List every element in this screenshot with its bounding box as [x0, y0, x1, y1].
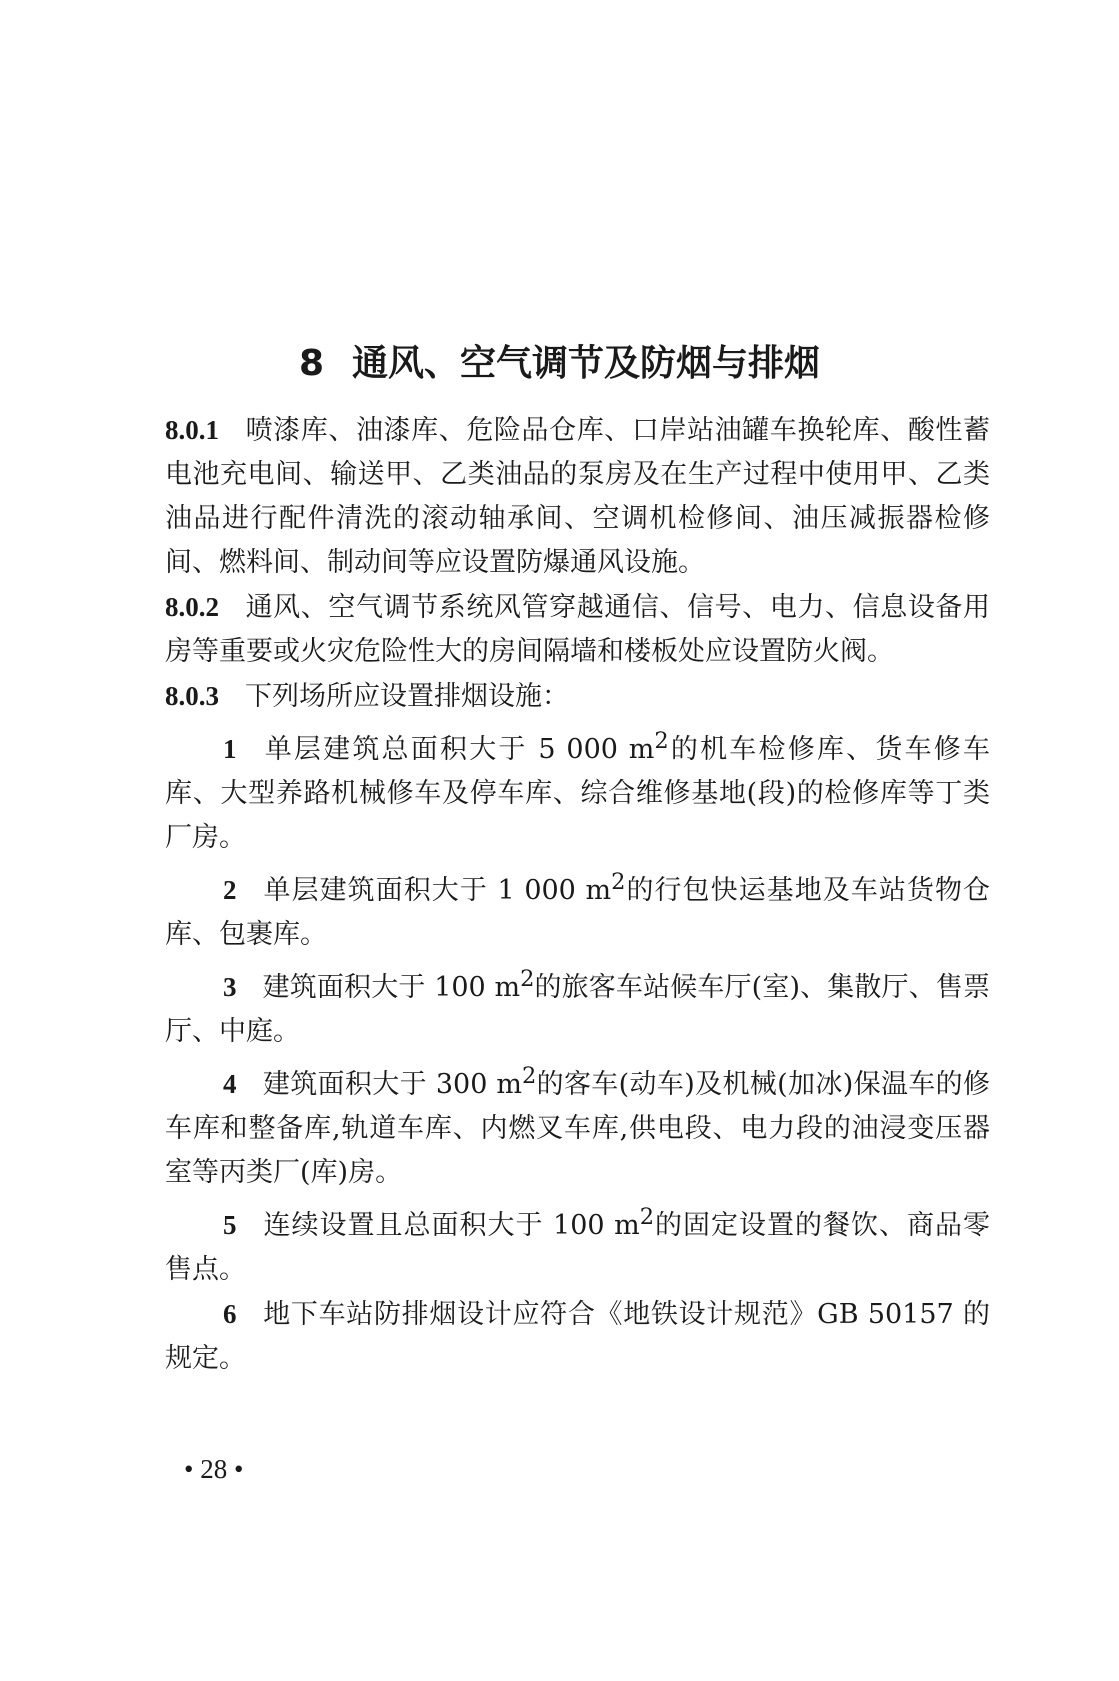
chapter-title — [0, 342, 1119, 386]
clause-text: 通风、空气调节系统风管穿越通信、信号、电力、信息设备用房等重要或火灾危险性大的房间隔墙和楼板处应设置防火阀。 — [165, 592, 990, 667]
item-text: 单层建筑面积大于 1 000 m — [262, 875, 612, 906]
item-text: 连续设置且总面积大于 100 m — [262, 1210, 640, 1241]
item-text: 建筑面积大于 300 m — [262, 1069, 522, 1100]
list-item-1 — [165, 719, 990, 860]
list-item-6 — [165, 1292, 990, 1381]
list-item-5 — [165, 1195, 990, 1292]
item-number: 6 — [223, 1299, 237, 1329]
item-number: 1 — [223, 734, 237, 764]
superscript: 2 — [521, 1063, 537, 1089]
item-text-cont: 的机车检修库、货车修车库、大型养路机械修车及停车库、综合维修基地(段)的检修库等丁类厂房。 — [165, 734, 990, 853]
clause-8-0-1 — [165, 408, 990, 585]
superscript: 2 — [520, 966, 535, 992]
list-item-2 — [165, 860, 990, 957]
clause-number: 8.0.2 — [165, 592, 219, 622]
item-number: 3 — [223, 972, 237, 1002]
clause-number: 8.0.3 — [165, 681, 219, 711]
item-text: 地下车站防排烟设计应符合《地铁设计规范》GB 50157 的规定。 — [165, 1299, 990, 1374]
chapter-title-text: 通风、空气调节及防烟与排烟 — [352, 343, 821, 385]
superscript: 2 — [639, 1204, 655, 1230]
clause-8-0-3 — [165, 674, 990, 719]
chapter-number: 8 — [298, 343, 325, 385]
document-body — [165, 408, 990, 1381]
item-number: 4 — [223, 1069, 237, 1099]
clause-8-0-2 — [165, 585, 990, 674]
clause-text: 下列场所应设置排烟设施： — [245, 681, 569, 712]
item-text: 建筑面积大于 100 m — [262, 972, 521, 1003]
clause-text: 喷漆库、油漆库、危险品仓库、口岸站油罐车换轮库、酸性蓄电池充电间、输送甲、乙类油品的泵房及在生产过程中使用甲、乙类油品进行配件清洗的滚动轴承间、空调机检修间、油压减振器检修间、燃料间、制动间等应设置防爆通风设施。 — [165, 415, 990, 578]
clause-number: 8.0.1 — [165, 415, 219, 445]
item-text-cont: 的旅客车站候车厅(室)、集散厅、售票厅、中庭。 — [165, 972, 990, 1047]
superscript: 2 — [611, 869, 626, 895]
item-number: 2 — [223, 875, 237, 905]
item-text: 单层建筑总面积大于 5 000 m — [262, 734, 655, 765]
item-number: 5 — [223, 1210, 237, 1240]
item-text-cont: 的行包快运基地及车站货物仓库、包裹库。 — [165, 875, 990, 950]
list-item-3 — [165, 957, 990, 1054]
item-text-cont: 的固定设置的餐饮、商品零售点。 — [165, 1210, 990, 1285]
list-item-4 — [165, 1054, 990, 1195]
page-number: • 28 • — [184, 1454, 244, 1484]
item-text-cont: 的客车(动车)及机械(加冰)保温车的修车库和整备库,轨道车库、内燃叉车库,供电段、电力段的油浸变压器室等丙类厂(库)房。 — [165, 1069, 990, 1188]
superscript: 2 — [654, 728, 669, 754]
